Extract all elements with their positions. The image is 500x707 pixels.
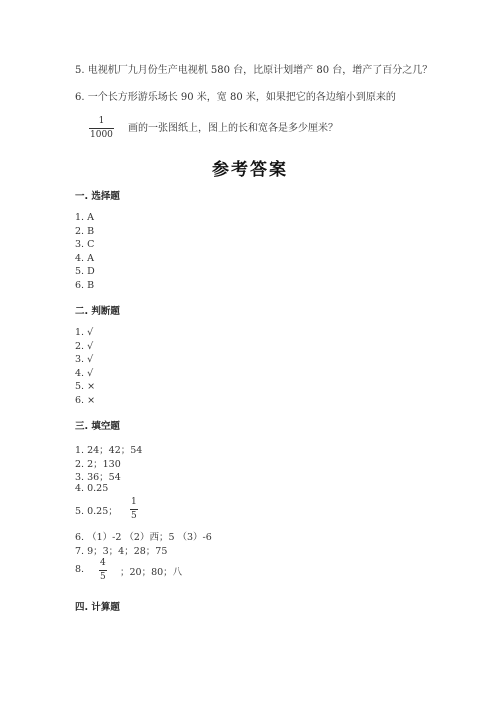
question-6-fraction bbox=[89, 116, 114, 141]
answers-title: 参考答案 bbox=[212, 160, 288, 180]
fraction-bar bbox=[99, 570, 107, 571]
fraction-denominator: 5 bbox=[100, 572, 106, 582]
fraction-denominator: 5 bbox=[131, 511, 137, 521]
answer-item: 1. A bbox=[75, 212, 94, 223]
section-heading-calc: 四. 计算题 bbox=[75, 602, 120, 613]
fraction-bar bbox=[130, 509, 138, 510]
answer-item: 2. √ bbox=[75, 340, 94, 352]
fraction-denominator: 1000 bbox=[90, 130, 113, 140]
answer-item: ；20；80；八 bbox=[120, 567, 183, 578]
answer-item: 5. × bbox=[75, 381, 96, 392]
fraction-numerator: 1 bbox=[98, 116, 105, 126]
answer-item: 4. A bbox=[75, 252, 94, 264]
answer-item: 2. 2；130 bbox=[75, 458, 121, 470]
answer-item: 6. （1）-2 （2）西；5 （3）-6 bbox=[75, 532, 212, 543]
answer-item: 6. B bbox=[75, 279, 95, 291]
section-heading-fill: 三. 填空题 bbox=[75, 421, 120, 432]
answer-item: 2. B bbox=[75, 225, 95, 237]
question-6-line2: 画的一张图纸上，图上的长和宽各是多少厘米？ bbox=[128, 123, 338, 134]
answer-item: 5. 0.25； bbox=[75, 506, 118, 517]
answer-8-fraction bbox=[99, 558, 107, 583]
answer-item: 7. 9；3；4；28；75 bbox=[75, 545, 168, 557]
answer-item: 3. √ bbox=[75, 354, 94, 365]
fraction-bar bbox=[89, 128, 114, 129]
answer-item: 1. √ bbox=[75, 327, 94, 338]
answer-item: 8. bbox=[75, 564, 85, 575]
fraction-numerator: 1 bbox=[131, 497, 137, 507]
section-heading-choice: 一. 选择题 bbox=[75, 191, 120, 202]
answer-item: 3. 36；54 bbox=[75, 472, 121, 483]
answer-item: 4. 0.25 bbox=[75, 482, 109, 494]
fraction-numerator: 4 bbox=[100, 558, 106, 568]
question-5: 5. 电视机厂九月份生产电视机 580 台，比原计划增产 80 台，增产了百分之几？ bbox=[75, 65, 433, 76]
question-6-line1: 6. 一个长方形游乐场长 90 米，宽 80 米，如果把它的各边缩小到原来的 bbox=[75, 92, 396, 103]
section-heading-judge: 二. 判断题 bbox=[75, 306, 120, 317]
answer-item: 1. 24；42；54 bbox=[75, 445, 143, 456]
answer-5-fraction bbox=[130, 497, 138, 522]
answer-item: 3. C bbox=[75, 239, 95, 250]
answer-item: 4. √ bbox=[75, 367, 94, 379]
answer-item: 5. D bbox=[75, 266, 95, 277]
answer-item: 6. × bbox=[75, 394, 96, 406]
